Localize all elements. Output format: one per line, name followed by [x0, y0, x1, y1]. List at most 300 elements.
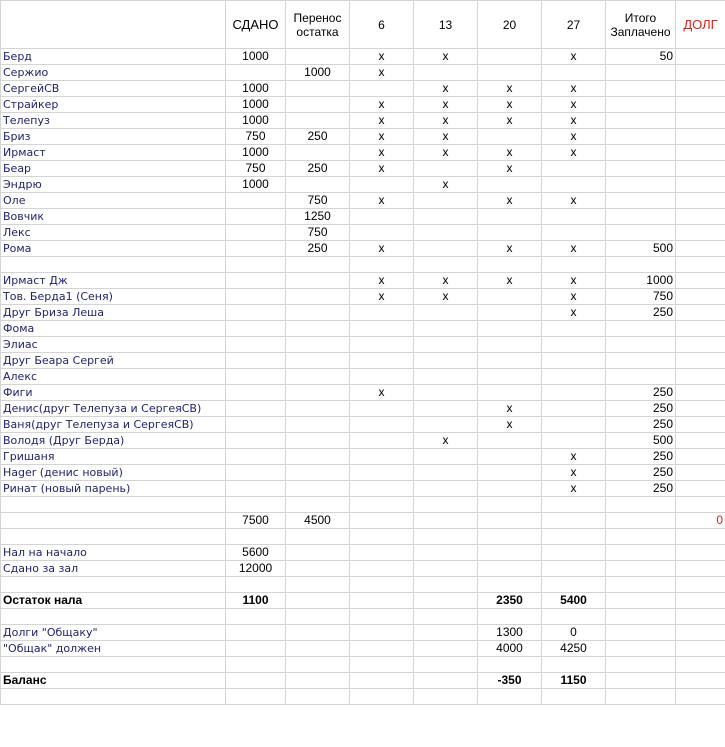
cell-week-13[interactable] [414, 641, 478, 657]
cell-sdano[interactable]: 1000 [226, 97, 286, 113]
cell-week-13[interactable]: x [414, 129, 478, 145]
cell-week-13[interactable] [414, 593, 478, 609]
cell-week-20[interactable]: 2350 [478, 593, 542, 609]
cell-name[interactable]: Телепуз [1, 113, 226, 129]
cell-week-20[interactable] [478, 385, 542, 401]
cell-itogo[interactable] [606, 209, 676, 225]
cell-dolg[interactable] [676, 289, 725, 305]
cell-week-6[interactable] [350, 481, 414, 497]
cell-week-20[interactable] [478, 465, 542, 481]
cell-sdano[interactable] [226, 433, 286, 449]
cell-sdano[interactable] [226, 321, 286, 337]
header-cell-week-13[interactable]: 13 [414, 1, 478, 49]
cell-name[interactable]: Фома [1, 321, 226, 337]
cell-dolg[interactable] [676, 353, 725, 369]
cell-dolg[interactable] [676, 209, 725, 225]
cell-name[interactable] [1, 529, 226, 545]
cell-week-6[interactable] [350, 417, 414, 433]
cell-name[interactable]: Ринат (новый парень) [1, 481, 226, 497]
cell-week-27[interactable]: x [542, 113, 606, 129]
cell-week-27[interactable]: 0 [542, 625, 606, 641]
cell-itogo[interactable] [606, 593, 676, 609]
cell-name[interactable]: Эндрю [1, 177, 226, 193]
cell-dolg[interactable] [676, 561, 725, 577]
cell-week-20[interactable] [478, 561, 542, 577]
cell-week-13[interactable] [414, 465, 478, 481]
cell-perenos[interactable] [286, 305, 350, 321]
cell-week-13[interactable] [414, 625, 478, 641]
cell-sdano[interactable] [226, 65, 286, 81]
cell-week-13[interactable] [414, 193, 478, 209]
cell-week-6[interactable]: x [350, 129, 414, 145]
cell-week-20[interactable]: 1300 [478, 625, 542, 641]
cell-sdano[interactable] [226, 417, 286, 433]
cell-sdano[interactable]: 1000 [226, 177, 286, 193]
cell-name[interactable]: Ваня(друг Телепуза и СергеяСВ) [1, 417, 226, 433]
cell-week-20[interactable]: x [478, 113, 542, 129]
cell-week-13[interactable] [414, 225, 478, 241]
cell-name[interactable]: Оле [1, 193, 226, 209]
cell-week-27[interactable] [542, 529, 606, 545]
cell-sdano[interactable] [226, 529, 286, 545]
cell-sdano[interactable]: 7500 [226, 513, 286, 529]
cell-dolg[interactable] [676, 593, 725, 609]
cell-week-20[interactable] [478, 337, 542, 353]
cell-week-6[interactable] [350, 305, 414, 321]
cell-week-6[interactable] [350, 337, 414, 353]
cell-week-13[interactable] [414, 241, 478, 257]
cell-week-27[interactable] [542, 369, 606, 385]
cell-name[interactable]: "Общак" должен [1, 641, 226, 657]
cell-perenos[interactable] [286, 97, 350, 113]
cell-dolg[interactable] [676, 161, 725, 177]
cell-week-27[interactable]: x [542, 145, 606, 161]
cell-name[interactable]: Остаток нала [1, 593, 226, 609]
cell-itogo[interactable]: 250 [606, 385, 676, 401]
cell-week-27[interactable]: x [542, 193, 606, 209]
cell-perenos[interactable] [286, 417, 350, 433]
cell-week-27[interactable]: x [542, 449, 606, 465]
cell-dolg[interactable] [676, 113, 725, 129]
header-cell-name[interactable] [1, 1, 226, 49]
cell-week-27[interactable] [542, 433, 606, 449]
cell-dolg[interactable] [676, 49, 725, 65]
cell-sdano[interactable] [226, 401, 286, 417]
cell-dolg[interactable] [676, 225, 725, 241]
cell-week-13[interactable] [414, 209, 478, 225]
cell-sdano[interactable] [226, 641, 286, 657]
cell-perenos[interactable] [286, 641, 350, 657]
cell-name[interactable]: Ирмаст Дж [1, 273, 226, 289]
cell-week-6[interactable]: x [350, 49, 414, 65]
cell-itogo[interactable]: 250 [606, 305, 676, 321]
cell-perenos[interactable]: 750 [286, 225, 350, 241]
cell-week-20[interactable] [478, 609, 542, 625]
cell-dolg[interactable] [676, 577, 725, 593]
cell-week-20[interactable]: -350 [478, 673, 542, 689]
cell-week-13[interactable]: x [414, 289, 478, 305]
cell-name[interactable]: Рома [1, 241, 226, 257]
cell-week-27[interactable] [542, 161, 606, 177]
cell-week-27[interactable] [542, 577, 606, 593]
cell-week-13[interactable] [414, 513, 478, 529]
cell-week-13[interactable] [414, 657, 478, 673]
cell-week-13[interactable] [414, 609, 478, 625]
cell-sdano[interactable]: 5600 [226, 545, 286, 561]
cell-sdano[interactable] [226, 289, 286, 305]
cell-perenos[interactable] [286, 625, 350, 641]
cell-week-27[interactable] [542, 657, 606, 673]
cell-week-20[interactable] [478, 449, 542, 465]
cell-perenos[interactable] [286, 657, 350, 673]
cell-week-27[interactable] [542, 609, 606, 625]
cell-perenos[interactable] [286, 257, 350, 273]
cell-name[interactable]: Гришаня [1, 449, 226, 465]
cell-itogo[interactable] [606, 257, 676, 273]
cell-week-13[interactable]: x [414, 113, 478, 129]
cell-week-13[interactable] [414, 449, 478, 465]
cell-week-13[interactable] [414, 545, 478, 561]
cell-week-20[interactable] [478, 257, 542, 273]
cell-perenos[interactable]: 250 [286, 129, 350, 145]
cell-week-6[interactable] [350, 577, 414, 593]
cell-dolg[interactable] [676, 497, 725, 513]
cell-itogo[interactable] [606, 625, 676, 641]
cell-sdano[interactable] [226, 625, 286, 641]
cell-week-20[interactable]: x [478, 161, 542, 177]
cell-week-6[interactable] [350, 609, 414, 625]
cell-week-27[interactable] [542, 385, 606, 401]
cell-week-6[interactable] [350, 561, 414, 577]
header-cell-week-27[interactable]: 27 [542, 1, 606, 49]
cell-week-13[interactable] [414, 497, 478, 513]
cell-name[interactable]: Ирмаст [1, 145, 226, 161]
cell-week-6[interactable] [350, 401, 414, 417]
cell-dolg[interactable] [676, 401, 725, 417]
cell-week-27[interactable]: x [542, 481, 606, 497]
cell-week-27[interactable]: 4250 [542, 641, 606, 657]
cell-week-6[interactable] [350, 689, 414, 705]
cell-week-20[interactable] [478, 369, 542, 385]
cell-dolg[interactable] [676, 145, 725, 161]
cell-name[interactable]: Элиас [1, 337, 226, 353]
cell-perenos[interactable]: 750 [286, 193, 350, 209]
cell-name[interactable] [1, 657, 226, 673]
cell-itogo[interactable] [606, 193, 676, 209]
cell-week-20[interactable]: x [478, 241, 542, 257]
cell-itogo[interactable] [606, 609, 676, 625]
cell-itogo[interactable] [606, 577, 676, 593]
cell-week-27[interactable] [542, 401, 606, 417]
cell-perenos[interactable] [286, 145, 350, 161]
cell-dolg[interactable] [676, 609, 725, 625]
cell-week-27[interactable] [542, 177, 606, 193]
cell-perenos[interactable]: 250 [286, 161, 350, 177]
cell-week-20[interactable] [478, 529, 542, 545]
cell-week-13[interactable] [414, 353, 478, 369]
cell-week-20[interactable] [478, 577, 542, 593]
cell-name[interactable]: Лекс [1, 225, 226, 241]
cell-week-6[interactable]: x [350, 241, 414, 257]
cell-itogo[interactable] [606, 561, 676, 577]
cell-itogo[interactable] [606, 177, 676, 193]
cell-week-27[interactable]: x [542, 129, 606, 145]
cell-perenos[interactable] [286, 481, 350, 497]
cell-week-20[interactable] [478, 209, 542, 225]
cell-sdano[interactable] [226, 673, 286, 689]
cell-sdano[interactable] [226, 337, 286, 353]
cell-week-13[interactable] [414, 689, 478, 705]
cell-name[interactable]: Тов. Берда1 (Сеня) [1, 289, 226, 305]
cell-week-6[interactable] [350, 369, 414, 385]
cell-itogo[interactable]: 250 [606, 401, 676, 417]
cell-week-27[interactable] [542, 417, 606, 433]
cell-week-13[interactable] [414, 337, 478, 353]
cell-week-13[interactable] [414, 417, 478, 433]
cell-week-20[interactable] [478, 321, 542, 337]
cell-sdano[interactable] [226, 193, 286, 209]
cell-sdano[interactable] [226, 497, 286, 513]
cell-perenos[interactable] [286, 433, 350, 449]
cell-name[interactable]: Сдано за зал [1, 561, 226, 577]
cell-perenos[interactable] [286, 289, 350, 305]
header-cell-dolg[interactable]: ДОЛГ [676, 1, 725, 49]
cell-week-13[interactable]: x [414, 273, 478, 289]
cell-week-27[interactable]: x [542, 49, 606, 65]
cell-name[interactable] [1, 609, 226, 625]
cell-sdano[interactable]: 750 [226, 129, 286, 145]
cell-week-27[interactable] [542, 513, 606, 529]
cell-dolg[interactable] [676, 465, 725, 481]
cell-dolg[interactable] [676, 305, 725, 321]
cell-week-20[interactable] [478, 305, 542, 321]
cell-week-20[interactable]: x [478, 81, 542, 97]
cell-sdano[interactable]: 750 [226, 161, 286, 177]
cell-week-6[interactable]: x [350, 97, 414, 113]
cell-week-6[interactable] [350, 449, 414, 465]
header-cell-perenos[interactable]: Перенос остатка [286, 1, 350, 49]
cell-name[interactable]: Долги "Общаку" [1, 625, 226, 641]
cell-week-6[interactable] [350, 321, 414, 337]
cell-itogo[interactable] [606, 369, 676, 385]
cell-name[interactable]: Нал на начало [1, 545, 226, 561]
cell-week-6[interactable] [350, 593, 414, 609]
cell-perenos[interactable] [286, 385, 350, 401]
header-cell-week-20[interactable]: 20 [478, 1, 542, 49]
cell-name[interactable]: Берд [1, 49, 226, 65]
cell-sdano[interactable]: 1000 [226, 113, 286, 129]
cell-week-6[interactable]: x [350, 145, 414, 161]
cell-week-13[interactable] [414, 561, 478, 577]
cell-week-6[interactable]: x [350, 289, 414, 305]
cell-week-13[interactable] [414, 305, 478, 321]
cell-perenos[interactable] [286, 529, 350, 545]
cell-week-13[interactable] [414, 161, 478, 177]
cell-week-20[interactable]: x [478, 401, 542, 417]
cell-sdano[interactable] [226, 273, 286, 289]
cell-perenos[interactable] [286, 561, 350, 577]
cell-name[interactable] [1, 513, 226, 529]
cell-name[interactable] [1, 497, 226, 513]
cell-itogo[interactable] [606, 513, 676, 529]
cell-week-6[interactable] [350, 497, 414, 513]
cell-name[interactable] [1, 577, 226, 593]
cell-sdano[interactable] [226, 609, 286, 625]
cell-itogo[interactable] [606, 657, 676, 673]
cell-sdano[interactable] [226, 257, 286, 273]
cell-week-6[interactable] [350, 529, 414, 545]
cell-name[interactable]: Фиги [1, 385, 226, 401]
cell-name[interactable]: Володя (Друг Берда) [1, 433, 226, 449]
cell-perenos[interactable] [286, 81, 350, 97]
cell-dolg[interactable] [676, 673, 725, 689]
cell-perenos[interactable] [286, 577, 350, 593]
cell-week-27[interactable]: 5400 [542, 593, 606, 609]
header-cell-week-6[interactable]: 6 [350, 1, 414, 49]
cell-itogo[interactable] [606, 225, 676, 241]
cell-week-13[interactable] [414, 321, 478, 337]
cell-name[interactable]: СергейСВ [1, 81, 226, 97]
cell-week-20[interactable] [478, 49, 542, 65]
cell-week-27[interactable] [542, 561, 606, 577]
cell-week-20[interactable] [478, 689, 542, 705]
cell-sdano[interactable]: 1000 [226, 49, 286, 65]
cell-dolg[interactable] [676, 81, 725, 97]
cell-sdano[interactable] [226, 481, 286, 497]
cell-dolg[interactable] [676, 241, 725, 257]
cell-week-20[interactable] [478, 481, 542, 497]
cell-itogo[interactable] [606, 145, 676, 161]
cell-dolg[interactable] [676, 449, 725, 465]
cell-week-6[interactable] [350, 641, 414, 657]
cell-week-27[interactable]: x [542, 465, 606, 481]
cell-week-6[interactable]: x [350, 193, 414, 209]
cell-perenos[interactable] [286, 609, 350, 625]
cell-week-20[interactable]: x [478, 193, 542, 209]
cell-perenos[interactable] [286, 449, 350, 465]
cell-itogo[interactable] [606, 97, 676, 113]
cell-itogo[interactable]: 750 [606, 289, 676, 305]
cell-sdano[interactable]: 1000 [226, 145, 286, 161]
cell-perenos[interactable] [286, 273, 350, 289]
cell-dolg[interactable] [676, 657, 725, 673]
cell-name[interactable]: Бриз [1, 129, 226, 145]
cell-sdano[interactable]: 1000 [226, 81, 286, 97]
cell-week-13[interactable] [414, 481, 478, 497]
cell-itogo[interactable]: 250 [606, 481, 676, 497]
cell-dolg[interactable] [676, 625, 725, 641]
cell-itogo[interactable] [606, 497, 676, 513]
cell-perenos[interactable] [286, 113, 350, 129]
cell-itogo[interactable] [606, 337, 676, 353]
cell-week-20[interactable] [478, 657, 542, 673]
cell-week-27[interactable]: x [542, 241, 606, 257]
cell-sdano[interactable] [226, 241, 286, 257]
cell-week-13[interactable] [414, 257, 478, 273]
cell-week-27[interactable] [542, 321, 606, 337]
cell-dolg[interactable] [676, 273, 725, 289]
cell-perenos[interactable] [286, 673, 350, 689]
header-cell-itogo[interactable]: Итого Заплачено [606, 1, 676, 49]
cell-perenos[interactable] [286, 401, 350, 417]
cell-week-13[interactable]: x [414, 97, 478, 113]
cell-name[interactable]: Алекс [1, 369, 226, 385]
cell-week-13[interactable]: x [414, 49, 478, 65]
cell-itogo[interactable] [606, 321, 676, 337]
cell-perenos[interactable]: 4500 [286, 513, 350, 529]
cell-itogo[interactable] [606, 641, 676, 657]
cell-itogo[interactable]: 500 [606, 241, 676, 257]
cell-itogo[interactable] [606, 65, 676, 81]
cell-dolg[interactable] [676, 65, 725, 81]
cell-dolg[interactable] [676, 481, 725, 497]
cell-itogo[interactable] [606, 129, 676, 145]
cell-perenos[interactable] [286, 369, 350, 385]
cell-week-20[interactable] [478, 65, 542, 81]
cell-name[interactable]: Вовчик [1, 209, 226, 225]
cell-sdano[interactable] [226, 577, 286, 593]
cell-itogo[interactable] [606, 161, 676, 177]
cell-week-6[interactable]: x [350, 65, 414, 81]
cell-sdano[interactable] [226, 689, 286, 705]
cell-week-27[interactable] [542, 545, 606, 561]
cell-week-13[interactable] [414, 673, 478, 689]
cell-sdano[interactable] [226, 209, 286, 225]
cell-week-13[interactable] [414, 529, 478, 545]
cell-week-20[interactable] [478, 433, 542, 449]
cell-itogo[interactable]: 500 [606, 433, 676, 449]
cell-itogo[interactable]: 1000 [606, 273, 676, 289]
cell-week-20[interactable] [478, 225, 542, 241]
header-cell-sdano[interactable]: СДАНО [226, 1, 286, 49]
cell-sdano[interactable] [226, 449, 286, 465]
cell-perenos[interactable]: 250 [286, 241, 350, 257]
cell-sdano[interactable] [226, 353, 286, 369]
cell-sdano[interactable]: 1100 [226, 593, 286, 609]
cell-sdano[interactable] [226, 225, 286, 241]
cell-dolg[interactable] [676, 257, 725, 273]
cell-week-27[interactable]: x [542, 97, 606, 113]
cell-week-20[interactable]: x [478, 145, 542, 161]
cell-week-6[interactable] [350, 353, 414, 369]
cell-perenos[interactable] [286, 465, 350, 481]
cell-perenos[interactable] [286, 545, 350, 561]
cell-week-27[interactable] [542, 689, 606, 705]
cell-dolg[interactable] [676, 177, 725, 193]
cell-week-27[interactable] [542, 337, 606, 353]
cell-week-6[interactable]: x [350, 161, 414, 177]
cell-itogo[interactable] [606, 545, 676, 561]
cell-week-20[interactable]: x [478, 273, 542, 289]
cell-week-27[interactable]: x [542, 273, 606, 289]
cell-week-27[interactable]: x [542, 289, 606, 305]
cell-week-13[interactable]: x [414, 145, 478, 161]
cell-name[interactable]: Баланс [1, 673, 226, 689]
cell-week-20[interactable] [478, 289, 542, 305]
cell-week-6[interactable] [350, 433, 414, 449]
cell-dolg[interactable] [676, 97, 725, 113]
cell-week-20[interactable] [478, 353, 542, 369]
cell-week-27[interactable] [542, 353, 606, 369]
cell-itogo[interactable]: 250 [606, 449, 676, 465]
cell-dolg[interactable] [676, 321, 725, 337]
cell-name[interactable] [1, 689, 226, 705]
cell-week-20[interactable] [478, 545, 542, 561]
cell-sdano[interactable] [226, 369, 286, 385]
cell-name[interactable]: Друг Беара Сергей [1, 353, 226, 369]
cell-week-27[interactable]: x [542, 81, 606, 97]
cell-dolg[interactable] [676, 545, 725, 561]
